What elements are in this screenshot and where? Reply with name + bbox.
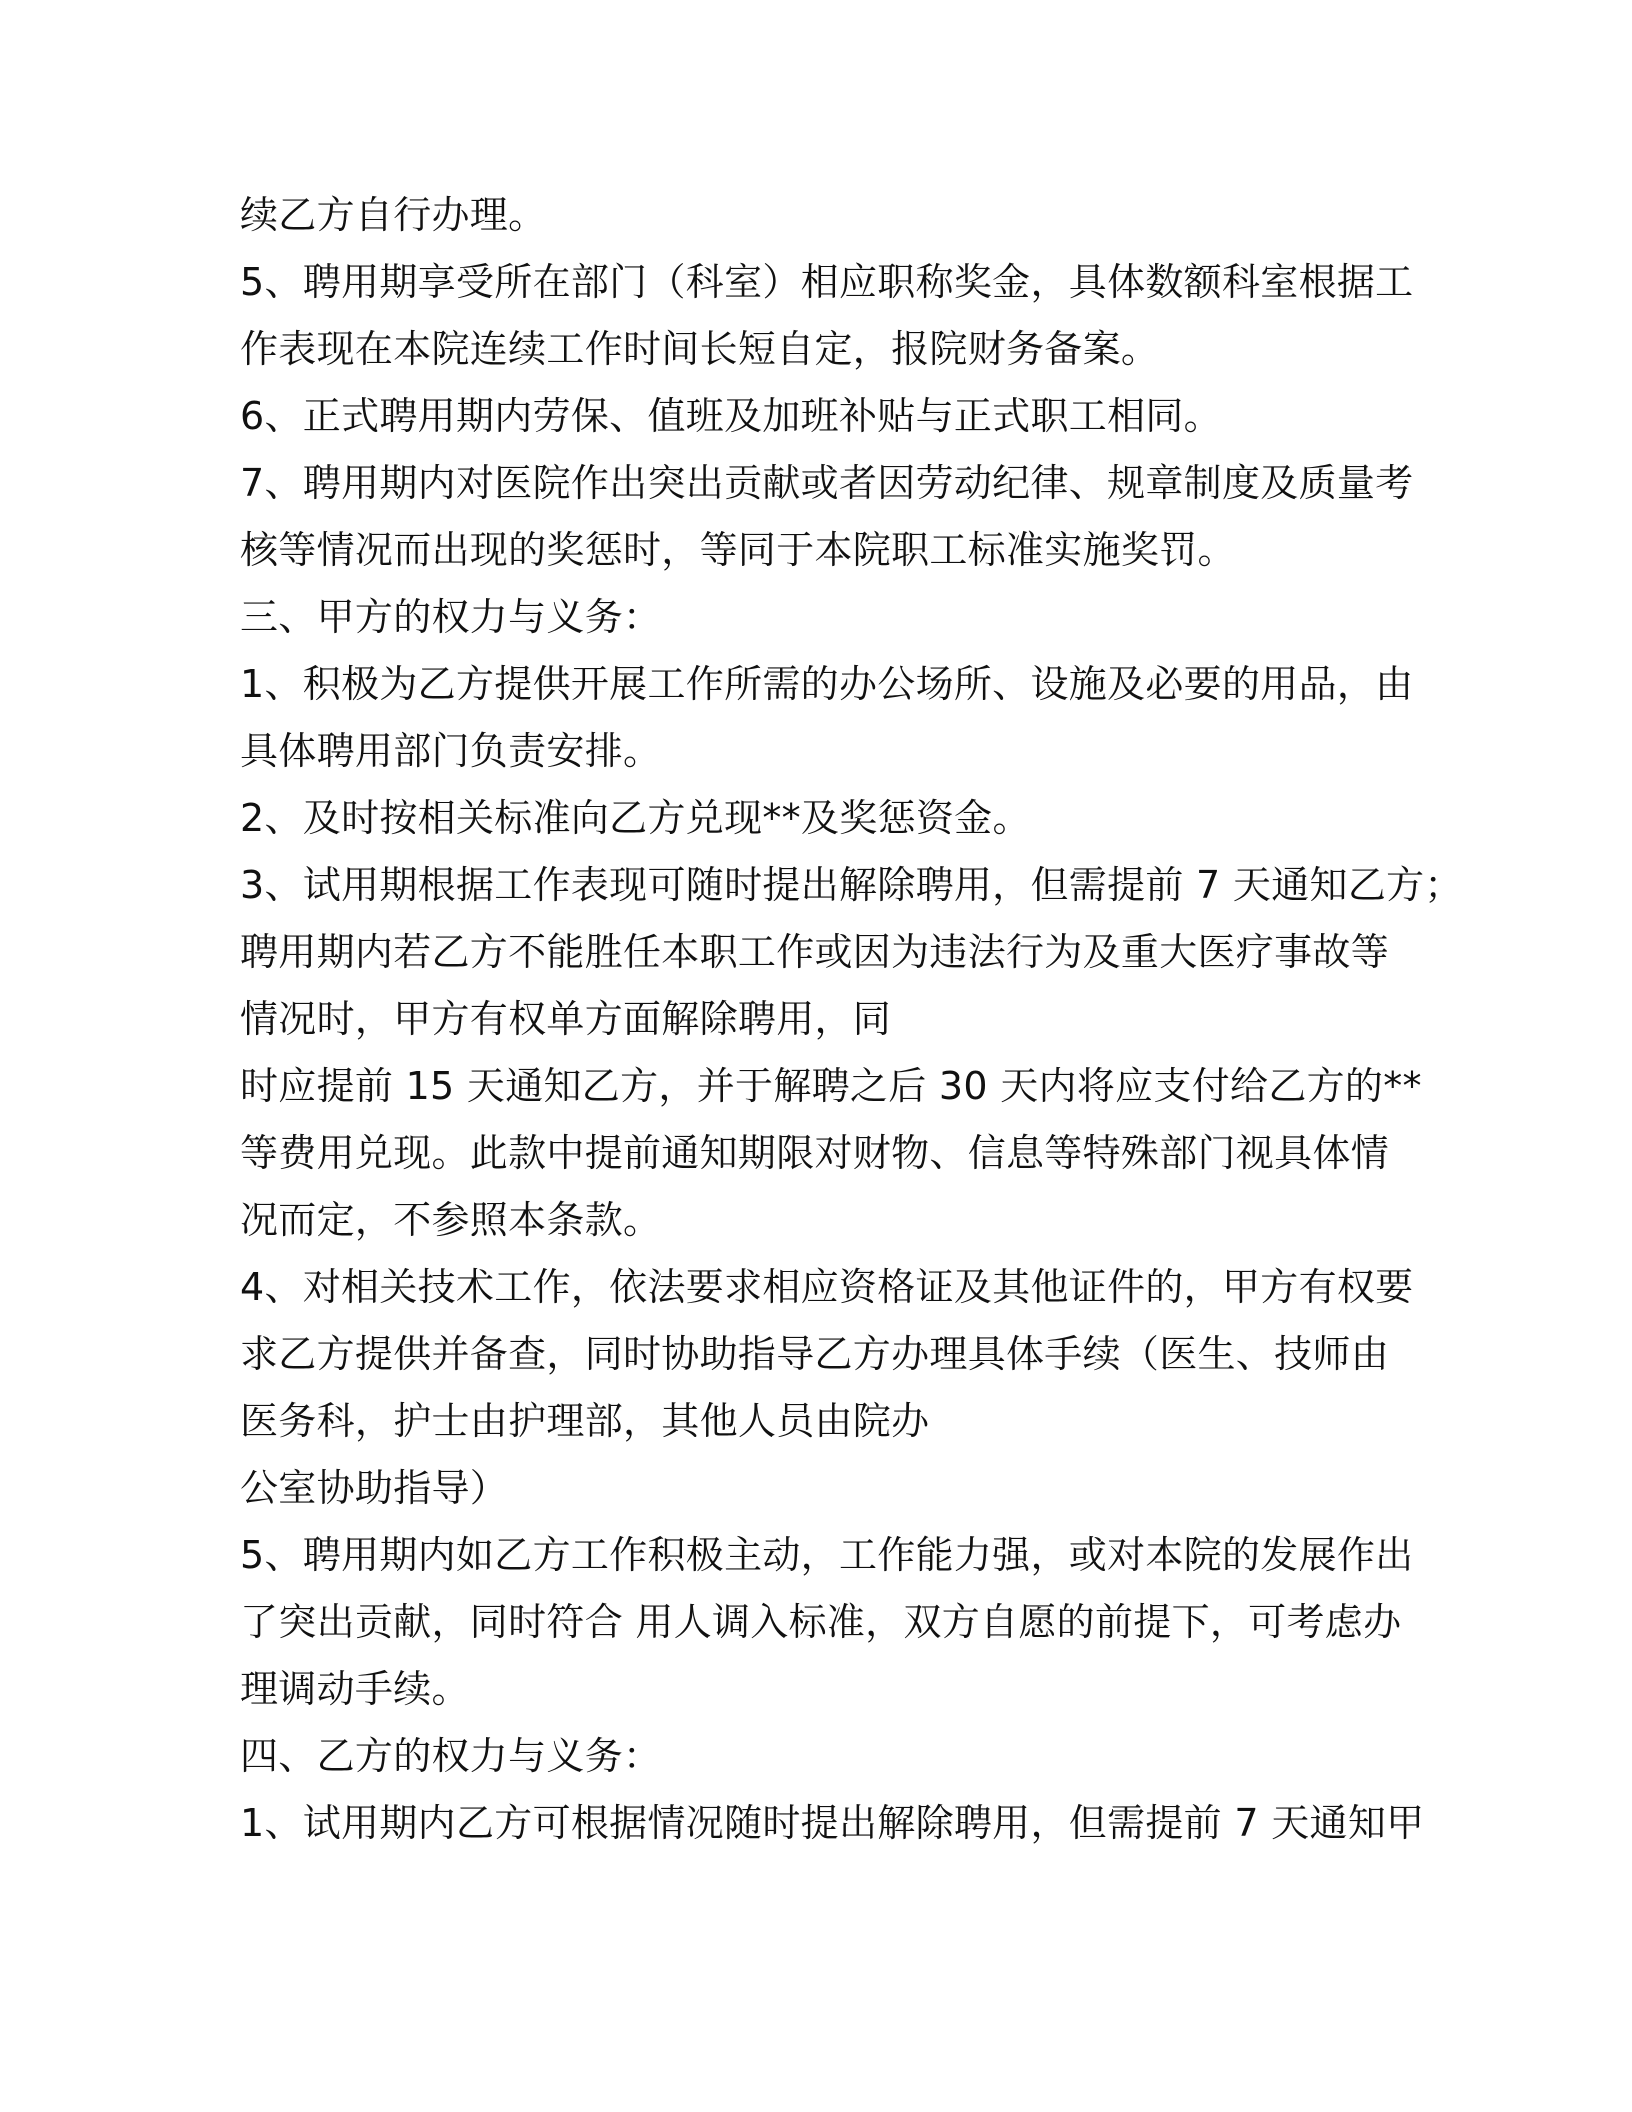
text-line: 了突出贡献，同时符合 用人调入标准，双方自愿的前提下，可考虑办 <box>240 1600 1402 1644</box>
text-line: 聘用期内若乙方不能胜任本职工作或因为违法行为及重大医疗事故等 <box>240 930 1390 974</box>
text-line: 1、试用期内乙方可根据情况随时提出解除聘用，但需提前 7 天通知甲 <box>240 1801 1425 1845</box>
text-line: 7、聘用期内对医院作出突出贡献或者因劳动纪律、规章制度及质量考 <box>240 461 1414 505</box>
text-line: 5、聘用期内如乙方工作积极主动，工作能力强，或对本院的发展作出 <box>240 1533 1414 1577</box>
section-heading: 四、乙方的权力与义务： <box>240 1734 662 1778</box>
text-line: 况而定，不参照本条款。 <box>240 1198 662 1242</box>
text-line: 公室协助指导） <box>240 1466 509 1510</box>
text-line: 时应提前 15 天通知乙方，并于解聘之后 30 天内将应支付给乙方的** <box>240 1064 1422 1108</box>
text-line: 具体聘用部门负责安排。 <box>240 729 662 773</box>
text-line: 6、正式聘用期内劳保、值班及加班补贴与正式职工相同。 <box>240 394 1222 438</box>
text-line: 2、及时按相关标准向乙方兑现**及奖惩资金。 <box>240 796 1031 840</box>
text-line: 等费用兑现。此款中提前通知期限对财物、信息等特殊部门视具体情 <box>240 1131 1390 1175</box>
text-line: 5、聘用期享受所在部门（科室）相应职称奖金，具体数额科室根据工 <box>240 260 1414 304</box>
text-line: 求乙方提供并备查，同时协助指导乙方办理具体手续（医生、技师由 <box>240 1332 1390 1376</box>
text-line: 核等情况而出现的奖惩时，等同于本院职工标准实施奖罚。 <box>240 528 1236 572</box>
section-heading: 三、甲方的权力与义务： <box>240 595 662 639</box>
text-line: 3、试用期根据工作表现可随时提出解除聘用，但需提前 7 天通知乙方； <box>240 863 1463 907</box>
text-line: 续乙方自行办理。 <box>240 193 547 237</box>
text-line: 情况时，甲方有权单方面解除聘用，同 <box>240 997 892 1041</box>
text-line: 理调动手续。 <box>240 1667 470 1711</box>
text-line: 医务科，护士由护理部，其他人员由院办 <box>240 1399 930 1443</box>
text-line: 1、积极为乙方提供开展工作所需的办公场所、设施及必要的用品，由 <box>240 662 1414 706</box>
text-line: 作表现在本院连续工作时间长短自定，报院财务备案。 <box>240 327 1160 371</box>
text-line: 4、对相关技术工作，依法要求相应资格证及其他证件的，甲方有权要 <box>240 1265 1414 1309</box>
